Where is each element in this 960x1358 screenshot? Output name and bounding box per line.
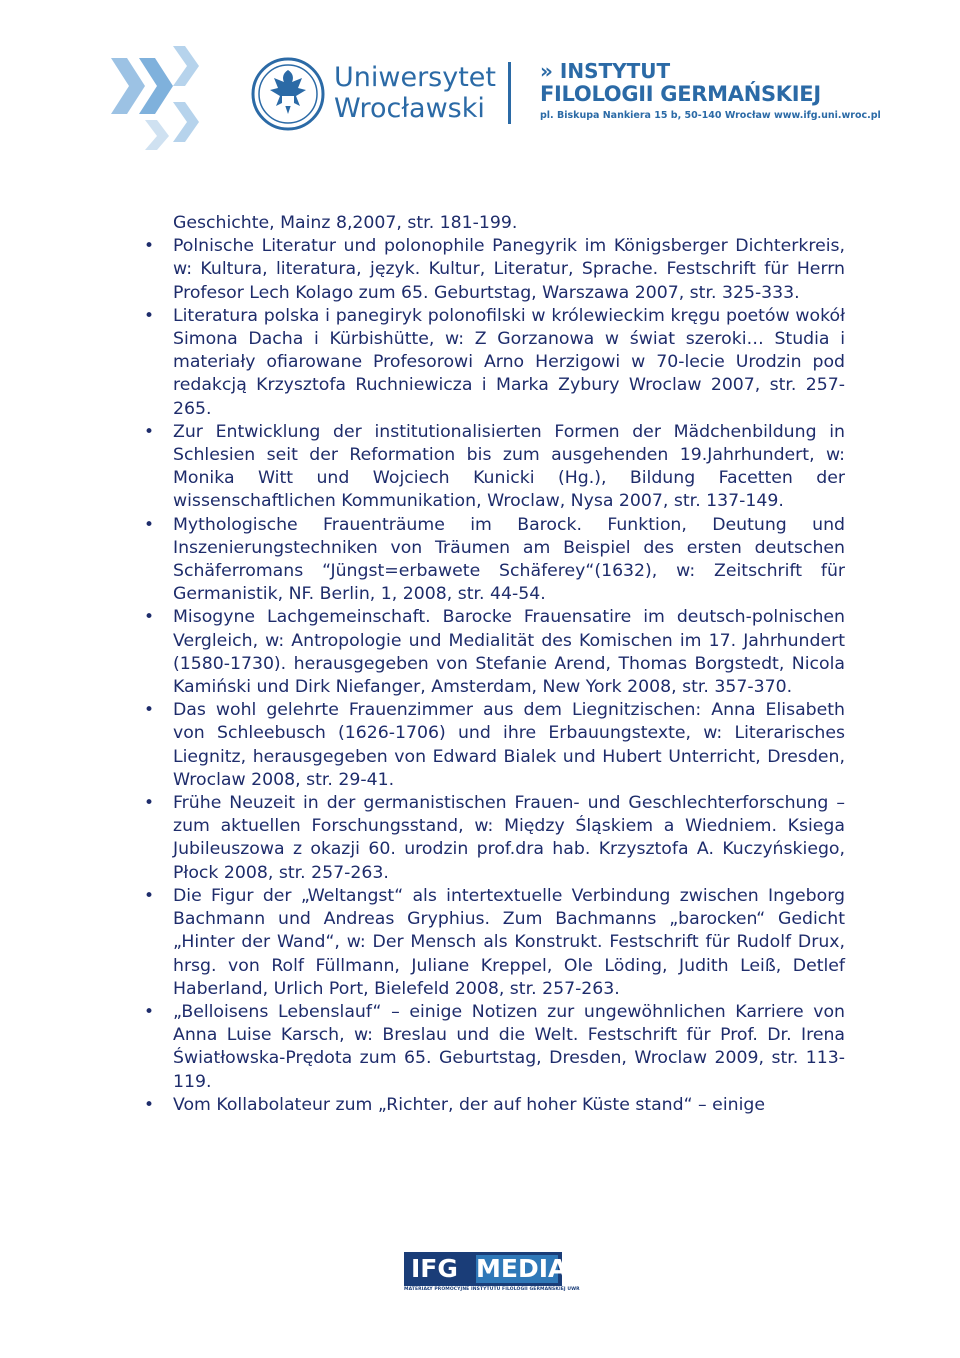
list-item: • Mythologische Frauenträume im Barock. Funktion, Deutung und Inszenierungstechniken von Träumen am Beispiel des ersten deutschen Schäferromans “Jüngst=erbawete Schäferey“(1632), w: Zeitschrift für Germanistik, NF. Berlin, 1, 2008, str. 44-54.	[173, 514, 845, 607]
institute-address: pl. Biskupa Nankiera 15 b, 50-140 Wrocław www.ifg.uni.wroc.pl	[540, 110, 881, 121]
institute-line1: » INSTYTUT	[540, 59, 671, 83]
page-header	[0, 0, 960, 170]
university-name-line2: Wrocławski	[334, 93, 485, 124]
list-item: • „Belloisens Lebenslauf“ – einige Notizen zur ungewöhnlichen Karriere von Anna Luise Karsch, w: Breslau und die Welt. Festschrift für Prof. Dr. Irena Światłowska-Prędota zum 65. Geburtstag, Dresden, Wroclaw 2009, str. 113-119.	[173, 1001, 845, 1094]
list-item: • Vom Kollabolateur zum „Richter, der auf hoher Küste stand“ – einige	[173, 1094, 845, 1117]
list-item: • Zur Entwicklung der institutionalisierten Formen der Mädchenbildung in Schlesien seit der Reformation bis zum ausgehenden 19.Jahrhundert, w: Monika Witt und Wojciech Kunicki (Hg.), Bildung Facetten der wissenschaftlichen Kommunikation, Wroclaw, Nysa 2007, str. 137-149.	[173, 421, 845, 514]
bibliography-list	[173, 235, 845, 1117]
chevrons-logo-icon	[105, 40, 215, 150]
university-crest-icon	[250, 56, 326, 132]
list-item: • Polnische Literatur und polonophile Panegyrik im Königsberger Dichterkreis, w: Kultura, literatura, język. Kultur, Literatur, Sprache. Festschrift für Herrn Profesor Lech Kolago zum 65. Geburtstag, Warszawa 2007, str. 325-333.	[173, 235, 845, 305]
continuation-text: Geschichte, Mainz 8,2007, str. 181-199.	[173, 213, 518, 233]
university-name	[334, 62, 496, 124]
bibliography	[173, 212, 845, 1117]
university-name-line1: Uniwersytet	[334, 62, 496, 93]
list-item: • Das wohl gelehrte Frauenzimmer aus dem Liegnitzischen: Anna Elisabeth von Schleebusch (1626-1706) und ihre Erbauungstexte, w: Literarisches Liegnitz, herausgegeben von Edward Bialek und Hubert Unterricht, Dresden, Wroclaw 2008, str. 29-41.	[173, 699, 845, 792]
list-item: • Frühe Neuzeit in der germanistischen Frauen- und Geschlechterforschung – zum aktuellen Forschungsstand, w: Między Śląskiem a Wiedniem. Ksiega Jubileuszowa z okazji 60. urodzin prof.dra hab. Krzysztofa A. Kuczyńskiego, Płock 2008, str. 257-263.	[173, 792, 845, 885]
institute-line2: FILOLOGII GERMAŃSKIEJ	[540, 82, 821, 106]
list-item: • Die Figur der „Weltangst“ als intertextuelle Verbindung zwischen Ingeborg Bachmann und Andreas Gryphius. Zum Bachmanns „barocken“ Gedicht „Hinter der Wand“, w: Der Mensch als Konstrukt. Festschrift für Rudolf Drux, hrsg. von Rolf Füllmann, Juliane Kreppel, Ole Löding, Judith Leiß, Detlef Haberland, Urlich Port, Bielefeld 2008, str. 257-263.	[173, 885, 845, 1001]
list-item: • Literatura polska i panegiryk polonofilski w królewieckim kręgu poetów wokół Simona Dacha i Kürbishütte, w: Z Gorzanowa w świat szeroki… Studia i materiały ofiarowane Profesorowi Arno Herzigowi w 70-lecie Urodzin pod redakcją Krzysztofa Ruchniewicza i Marka Zybury Wroclaw 2007, str. 257-265.	[173, 305, 845, 421]
institute-logo	[540, 60, 881, 123]
list-item: • Misogyne Lachgemeinschaft. Barocke Frauensatire im deutsch-polnischen Vergleich, w: Antropologie und Medialität des Komischen im 17. Jahrhundert (1580-1730). herausgegeben von Stefanie Arend, Thomas Borgstedt, Nicola Kamiński und Dirk Niefanger, Amsterdam, New York 2008, str. 357-370.	[173, 606, 845, 699]
header-divider	[508, 62, 511, 124]
logo-ifg-text: IFG	[407, 1255, 462, 1283]
ifg-media-logo	[404, 1252, 580, 1294]
logo-media-text: MEDIA	[476, 1254, 568, 1283]
logo-tagline: MATERIAŁY PROMOCYJNE INSTYTUTU FILOLOGII GERMAŃSKIEJ UWR	[404, 1287, 580, 1292]
